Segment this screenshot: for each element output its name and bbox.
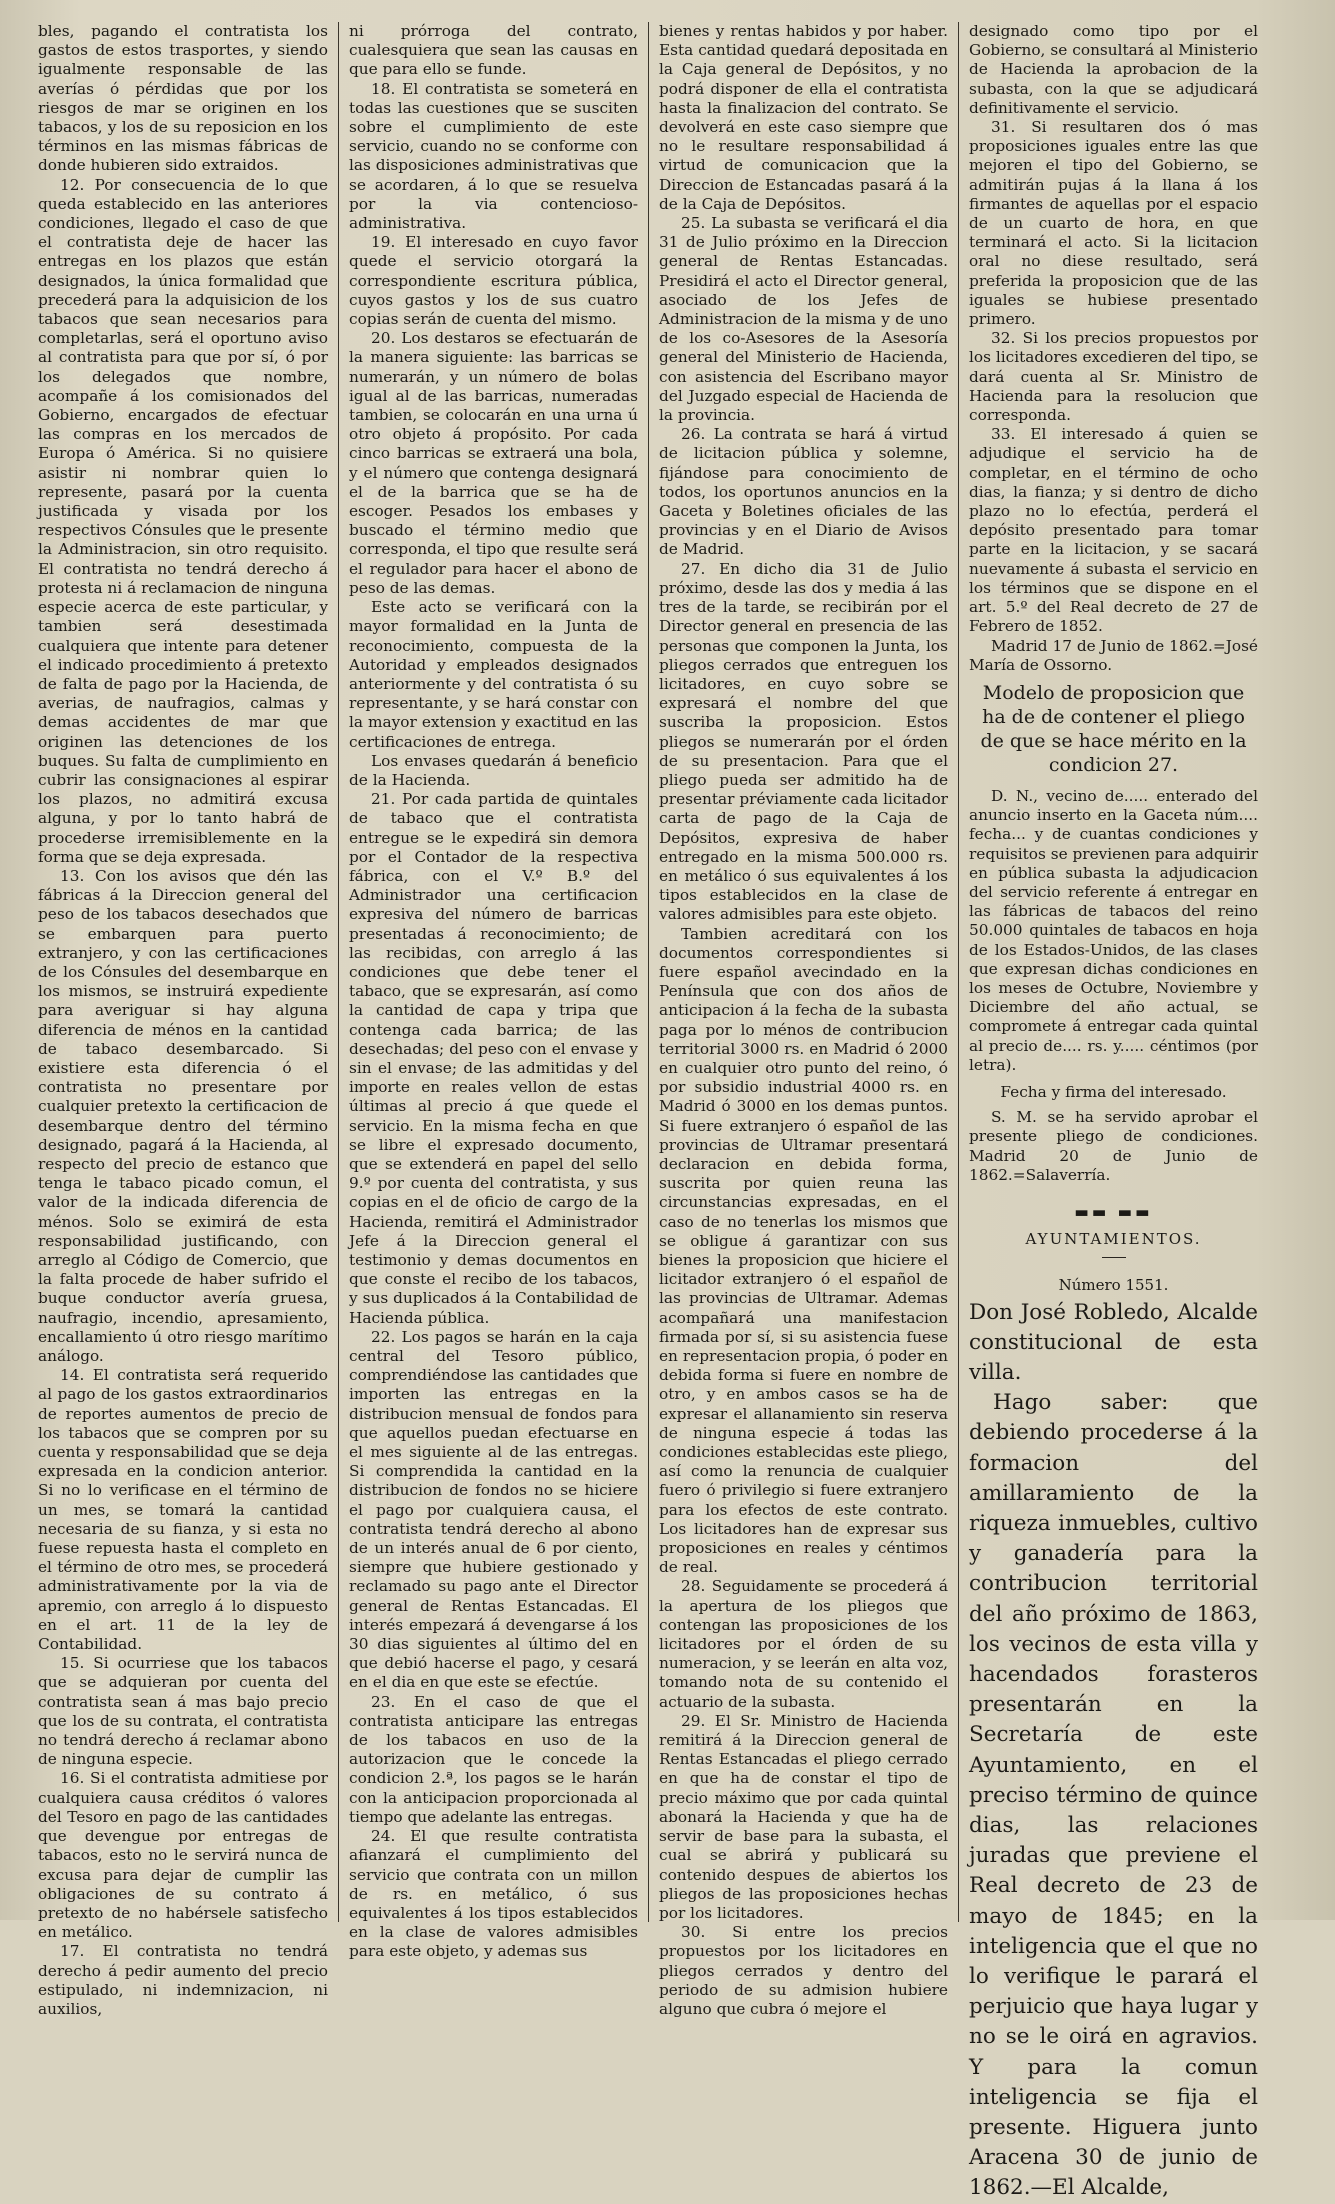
model-title: Modelo de proposicion que ha de de contener el pliego de que se hace mérito en la condicion 27.	[980, 681, 1247, 776]
paragraph: 20. Los destaros se efectuarán de la manera siguiente: las barricas se numerarán, y un número de bolas igual al de las barricas, numeradas tambien, se colocarán en una urna ú otro objeto á propósito. Por cada cinco barricas se extraerá una bola, y el número que contenga designará el de la barrica que se ha de escoger. Pesados los embases y buscado el término medio que corresponda, el tipo que resulte será el regulador para hacer el abono de peso de las demas.	[349, 329, 638, 597]
paragraph: 25. La subasta se verificará el dia 31 de Julio próximo en la Direccion general de Rentas Estancadas. Presidirá el acto el Director general, asociado de los Jefes de Administracion de la misma y de uno de los co-Asesores de la Asesoría general del Ministerio de Hacienda, con asistencia del Escribano mayor del Juzgado especial de Hacienda de la provincia.	[659, 214, 948, 425]
paragraph: bienes y rentas habidos y por haber. Esta cantidad quedará depositada en la Caja general de Depósitos, y no podrá disponer de ella el contratista hasta la finalizacion del contrato. Se devolverá en este caso siempre que no le resultare responsabilidad á virtud de comunicacion que la Direccion de Estancadas pasará á la de la Caja de Depósitos.	[659, 22, 948, 213]
approval-paragraph: S. M. se ha servido aprobar el presente pliego de condiciones. Madrid 20 de Junio de 1862.=Salaverría.	[969, 1108, 1258, 1184]
column-2	[338, 22, 648, 1961]
paragraph: 31. Si resultaren dos ó mas proposiciones iguales entre las que mejoren el tipo del Gobierno, se admitirán pujas á la llana á los firmantes de aquellas por el espacio de un cuarto de hora, en que terminará el acto. Si la licitacion oral no diese resultado, será preferida la proposicion que de las iguales se hubiese presentado primero.	[969, 118, 1258, 329]
ornamental-rule: ▬▬ ▬▬	[1074, 1202, 1153, 1221]
paragraph: 29. El Sr. Ministro de Hacienda remitirá á la Direccion general de Rentas Estancadas el pliego cerrado en que ha de constar el tipo de precio máximo que por cada quintal abonará la Hacienda y que ha de servir de base para la subasta, el cual se abrirá y publicará su contenido despues de abiertos los pliegos de las proposiciones hechas por los licitadores.	[659, 1711, 948, 1922]
paragraph: 32. Si los precios propuestos por los licitadores excedieren del tipo, se dará cuenta al Sr. Ministro de Hacienda para la resolucion que corresponda.	[969, 329, 1258, 425]
column-4	[958, 22, 1268, 2201]
notice-body	[969, 1298, 1258, 2204]
paragraph: 27. En dicho dia 31 de Julio próximo, desde las dos y media á las tres de la tarde, se recibirán por el Director general en presencia de las personas que componen la Junta, los pliegos cerrados que entreguen los licitadores, en cuyo sobre se expresará el nombre del que suscriba la proposicion. Estos pliegos se numerarán por el órden de su presentacion. Para que el pliego pueda ser admitido ha de presentar préviamente cada licitador carta de pago de la Caja de Depósitos, expresiva de haber entregado en la misma 500.000 rs. en metálico ó sus equivalentes á los tipos establecidos en la clase de valores admisibles para este objeto.	[659, 559, 948, 924]
paragraph: Los envases quedarán á beneficio de la Hacienda.	[349, 751, 638, 789]
paragraph: Tambien acreditará con los documentos correspondientes si fuere español avecindado en la Península que con dos años de anticipacion á la fecha de la subasta paga por lo ménos de contribucion territorial 3000 rs. en Madrid ó 2000 en cualquier otro punto del reino, ó por subsidio industrial 4000 rs. en Madrid ó 3000 en los demas puntos. Si fuere extranjero ó español de las provincias de Ultramar presentará declaracion en debida forma, suscrita por quien reuna las circunstancias expresadas, en el caso de no tenerlas los mismos que se obligue á garantizar con sus bienes la proposicion que hiciere el licitador extranjero ó el español de las provincias de Ultramar. Ademas acompañará una manifestacion firmada por sí, si su asistencia fuese en representacion propia, ó poder en debida forma si fuere en nombre de otro, y en ambos casos se ha de expresar el allanamiento sin reserva de ninguna especie á todas las condiciones establecidas este pliego, así como la renuncia de cualquier fuero ó privilegio si fuere extranjero para los efectos de este contrato. Los licitadores han de expresar sus proposiciones en reales y céntimos de real.	[659, 924, 948, 1577]
paragraph: 13. Con los avisos que dén las fábricas á la Direccion general del peso de los tabacos desechados que se embarquen para puerto extranjero, y con las certificaciones de los Cónsules del desembarque en los mismos, se instruirá expediente para averiguar si hay alguna diferencia de ménos en la cantidad de tabaco desembarcado. Si existiere esta diferencia ó el contratista no presentare por cualquier pretexto la certificacion de desembarque dentro del término designado, pagará á la Hacienda, al respecto del precio de estanco que tenga le tabaco picado comun, el valor de la indicada diferencia de ménos. Solo se eximirá de esta responsabilidad justificando, con arreglo al Código de Comercio, que la falta procede de haber sufrido el buque conductor avería gruesa, naufragio, incendio, apresamiento, encallamiento ú otro riesgo marítimo análogo.	[38, 866, 328, 1366]
paragraph: 30. Si entre los precios propuestos por los licitadores en pliegos cerrados y dentro del periodo de su admision hubiere alguno que cubra ó mejore el	[659, 1923, 948, 2018]
paragraph: bles, pagando el contratista los gastos de estos trasportes, y siendo igualmente responsable de las averías ó pérdidas que por los riesgos de mar se originen en los tabacos, y los de su reposicion en los términos en las mismas fábricas de donde hubieren sido extraidos.	[38, 22, 328, 175]
column-3	[648, 22, 958, 2018]
model-signature: Fecha y firma del interesado.	[1000, 1082, 1227, 1101]
paragraph: designado como tipo por el Gobierno, se consultará al Ministerio de Hacienda la aprobacion de la subasta, con la que se adjudicará definitivamente el servicio.	[969, 22, 1258, 117]
paragraph: 19. El interesado en cuyo favor quede el servicio otorgará la correspondiente escritura pública, cuyos gastos y los de sus cuatro copias serán de cuenta del mismo.	[349, 233, 638, 329]
paragraph: 17. El contratista no tendrá derecho á pedir aumento del precio estipulado, ni indemnizacion, ni auxilios,	[38, 1942, 328, 2018]
paragraph: ni prórroga del contrato, cualesquiera que sean las causas en que para ello se funde.	[349, 22, 638, 79]
paragraph: 28. Seguidamente se procederá á la apertura de los pliegos que contengan las proposiciones de los licitadores por el órden de su numeracion, y se leerán en alta voz, tomando nota de su contenido el actuario de la subasta.	[659, 1577, 948, 1711]
paragraph: 26. La contrata se hará á virtud de licitacion pública y solemne, fijándose para conocimiento de todos, los oportunos anuncios en la Gaceta y Boletines oficiales de las provincias y en el Diario de Avisos de Madrid.	[659, 425, 948, 559]
section-divider	[1102, 1257, 1126, 1258]
notice-number: Número 1551.	[1058, 1276, 1169, 1295]
paragraph: 12. Por consecuencia de lo que queda establecido en las anteriores condiciones, llegado el caso de que el contratista deje de hacer las entregas en los plazos que están designados, la única formalidad que precederá para la adquisicion de los tabacos que sean necesarios para completarlas, será el oportuno aviso al contratista para que por sí, ó por los delegados que nombre, acompañe á los comisionados del Gobierno, encargados de efectuar las compras en los mercados de Europa ó América. Si no quisiere asistir ni nombrar quien lo represente, pasará por la cuenta justificada y visada por los respectivos Cónsules que le presente la Administracion, sin otro requisito. El contratista no tendrá derecho á protesta ni á reclamacion de ninguna especie acerca de este particular, y tambien será desestimada cualquiera que intente para detener el indicado procedimiento á pretexto de falta de pago por la Hacienda, de averias, de naufragios, calmas y demas accidentes de mar que originen las detenciones de los buques. Su falta de cumplimiento en cubrir las consignaciones al espirar los plazos, no admitirá excusa alguna, y por lo tanto habrá de procederse irremisiblemente en la forma que se deja expresada.	[38, 175, 328, 866]
paragraph: 14. El contratista será requerido al pago de los gastos extraordinarios de reportes aumentos de precio de los tabacos que se compren por su cuenta y responsabilidad que se deja expresada en la condicion anterior. Si no lo verificase en el término de un mes, se tomará la cantidad necesaria de su fianza, y si esta no fuese repuesta hasta el completo en el término de otro mes, se procederá administrativamente por la via de apremio, con arreglo á lo dispuesto en el art. 11 de la ley de Contabilidad.	[38, 1366, 328, 1654]
paragraph: 18. El contratista se someterá en todas las cuestiones que se susciten sobre el cumplimiento de este servicio, cuando no se conforme con las disposiciones administrativas que se acordaren, á lo que se resuelva por la via contencioso-administrativa.	[349, 79, 638, 233]
paragraph: 22. Los pagos se harán en la caja central del Tesoro público, comprendiéndose las cantidades que importen las entregas en la distribucion mensual de fondos para que aquellos puedan efectuarse en el mes siguiente al de las entregas. Si comprendida la cantidad en la distribucion de fondos no se hiciere el pago por cualquiera causa, el contratista tendrá derecho al abono de un interés anual de 6 por ciento, siempre que hubiere gestionado y reclamado su pago ante el Director general de Rentas Estancadas. El interés empezará á devengarse á los 30 dias siguientes al último del en que debió hacerse el pago, y cesará en el dia en que este se efectúe.	[349, 1327, 638, 1692]
notice-text: Hago saber: que debiendo procederse á la formacion del amillaramiento de la riqueza inmuebles, cultivo y ganadería para la contribucion territorial del año próximo de 1863, los vecinos de esta villa y hacendados forasteros presentarán en la Secretaría de este Ayuntamiento, en el preciso término de quince dias, las relaciones juradas que previene el Real decreto de 23 de mayo de 1845; en la inteligencia que el que no lo verifique le parará el perjuicio que haya lugar y no se le oirá en agravios. Y para la comun inteligencia se fija el presente. Higuera junto Aracena 30 de junio de 1862.—El Alcalde,	[969, 1390, 1258, 2201]
paragraph: Este acto se verificará con la mayor formalidad en la Junta de reconocimiento, compuesta de la Autoridad y empleados designados anteriormente y del contratista ó su representante, y se hará constar con la mayor extension y exactitud en las certificaciones de entrega.	[349, 598, 638, 751]
paragraph: Madrid 17 de Junio de 1862.=José María de Ossorno.	[969, 636, 1258, 674]
model-body: D. N., vecino de..... enterado del anuncio inserto en la Gaceta núm.... fecha... y de cuantas condiciones y requisitos se previenen para adquirir en pública subasta la adjudicacion del servicio referente á entregar en las fábricas de tabacos del reino 50.000 quintales de tabacos en hoja de los Estados-Unidos, de las clases que expresan dichas condiciones en los meses de Octubre, Noviembre y Diciembre del año actual, se compromete á entregar cada quintal al precio de.... rs. y..... céntimos (por letra).	[969, 786, 1259, 1074]
paragraph: 33. El interesado á quien se adjudique el servicio ha de completar, en el término de ocho dias, la fianza; y si dentro de dicho plazo no lo efectúa, perderá el depósito presentado para tomar parte en la licitacion, y se sacará nuevamente á subasta el servicio en los términos que se dispone en el art. 5.º del Real decreto de 27 de Febrero de 1852.	[969, 425, 1258, 636]
column-1	[28, 22, 338, 2018]
paragraph: 24. El que resulte contratista afianzará el cumplimiento del servicio que contrata con un millon de rs. en metálico, ó sus equivalentes á los tipos establecidos en la clase de valores admisibles para este objeto, y ademas sus	[349, 1827, 638, 1961]
paragraph: 16. Si el contratista admitiese por cualquiera causa créditos ó valores del Tesoro en pago de las cantidades que devengue por entregas de tabacos, esto no le servirá nunca de excusa para dejar de cumplir las obligaciones de su contrato á pretexto de no habérsele satisfecho en metálico.	[38, 1769, 328, 1942]
notice-header: Don José Robledo, Alcalde constitucional de esta villa.	[969, 1299, 1258, 1385]
paragraph: 21. Por cada partida de quintales de tabaco que el contratista entregue se le expedirá sin demora por el Contador de la respectiva fábrica, con el V.º B.º del Administrador una certificacion expresiva del número de barricas presentadas á reconocimiento; de las recibidas, con arreglo á las condiciones que debe tener el tabaco, que se expresarán, así como la cantidad de capa y tripa que contenga cada barrica; de las desechadas; del peso con el envase y sin el envase; de las admitidas y del importe en reales vellon de estas últimas al precio á que quede el servicio. En la misma fecha en que se libre el expresado documento, que se extenderá en papel del sello 9.º por cuenta del contratista, y sus copias en el de oficio de cargo de la Hacienda, remitirá el Administrador Jefe á la Direccion general el testimonio y demas documentos en que conste el recibo de los tabacos, y sus duplicados á la Contabilidad de Hacienda pública.	[349, 790, 638, 1327]
paragraph: 23. En el caso de que el contratista anticipare las entregas de los tabacos en uso de la autorizacion que le concede la condicion 2.ª, los pagos se le harán con la anticipacion proporcionada al tiempo que adelante las entregas.	[349, 1692, 638, 1826]
paragraph: 15. Si ocurriese que los tabacos que se adquieran por cuenta del contratista sean á mas bajo precio que los de su contrata, el contratista no tendrá derecho á reclamar abono de ninguna especie.	[38, 1654, 328, 1769]
section-title: AYUNTAMIENTOS.	[1025, 1230, 1202, 1249]
